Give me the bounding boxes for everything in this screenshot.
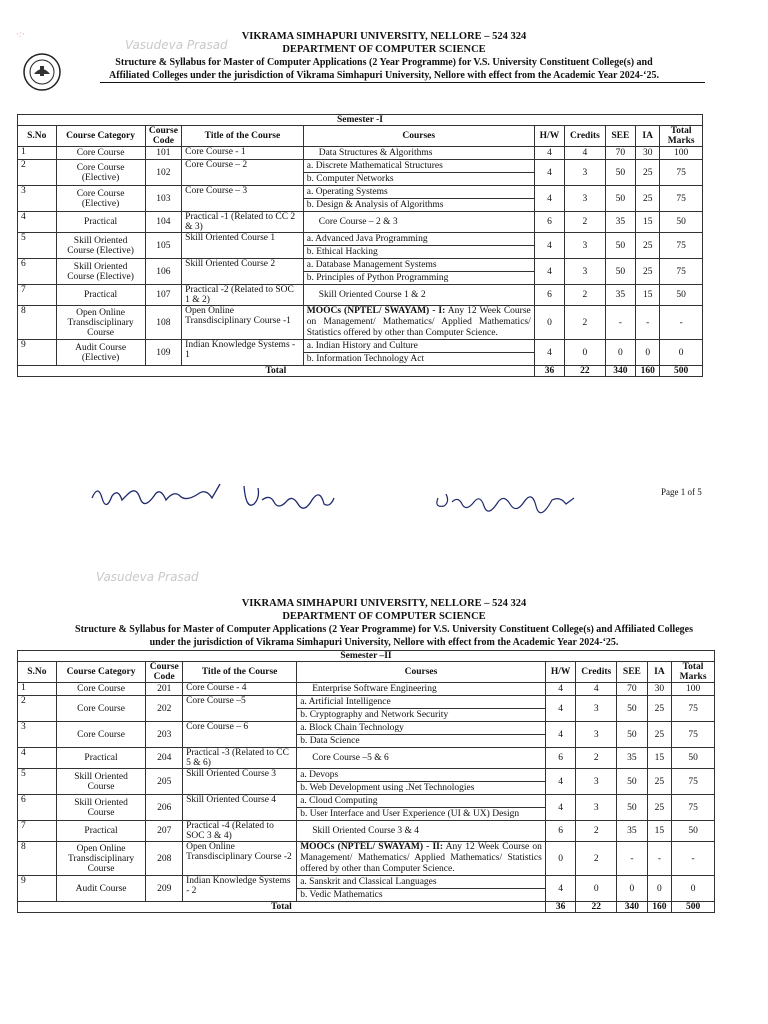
total-label: Total [18,902,546,913]
row-title: Skill Oriented Course 2 [182,259,304,285]
row-category: Open Online Transdisciplinary Course [56,842,146,876]
row-ia: 25 [647,795,671,821]
row-ia: 15 [647,748,671,769]
row-hw: 6 [534,285,564,306]
row-total: 50 [660,285,703,306]
col-credits: Credits [576,662,617,683]
col-total: Total Marks [660,126,703,147]
row-ia: 25 [636,160,660,186]
moocs-label: MOOCs (NPTEL/ SWAYAM) - I: [306,306,446,316]
department-name: DEPARTMENT OF COMPUTER SCIENCE [282,44,486,55]
total-label: Total [18,366,535,377]
university-name: VIKRAMA SIMHAPURI UNIVERSITY, NELLORE – 524 324 [241,31,527,42]
row-credits: 2 [576,821,617,842]
page-number: Page 1 of 5 [661,487,702,497]
row-sno: 3 [18,722,57,748]
row-hw: 4 [545,769,576,795]
row-category: Core Course (Elective) [56,186,145,212]
row-courses [303,285,534,306]
moocs-label: MOOCs (NPTEL/ SWAYAM) - II: [300,842,444,852]
course-option: a. Sanskrit and Classical Languages [300,877,437,887]
row-category: Core Course [56,722,146,748]
row-ia: 0 [636,340,660,366]
row-courses [297,769,546,795]
row-total: 50 [660,212,703,233]
total-credits: 22 [576,902,617,913]
row-hw: 4 [534,147,564,160]
university-name-2: VIKRAMA SIMHAPURI UNIVERSITY, NELLORE – 524 324 [241,598,527,609]
row-category: Core Course [56,696,146,722]
row-credits: 2 [565,285,606,306]
row-total: 75 [660,160,703,186]
row-code: 107 [145,285,182,306]
course-option: a. Cloud Computing [300,796,378,806]
row-category: Skill Oriented Course (Elective) [56,259,145,285]
faint-handwriting-2: Vasudeva Prasad [96,570,199,584]
row-code: 108 [145,306,182,340]
row-total: 50 [672,748,715,769]
row-credits: 3 [565,259,606,285]
semester-title-2: Semester –II [18,651,715,662]
row-courses [303,259,534,285]
row-code: 208 [146,842,183,876]
row-credits: 4 [565,147,606,160]
row-hw: 6 [534,212,564,233]
row-total: 75 [660,186,703,212]
row-see: 50 [605,160,635,186]
row-code: 205 [146,769,183,795]
row-sno: 2 [18,160,57,186]
row-category: Open Online Transdisciplinary Course [56,306,145,340]
total-see: 340 [617,902,648,913]
row-sno: 6 [18,795,57,821]
row-courses [297,842,546,876]
row-hw: 4 [534,160,564,186]
row-ia: 25 [636,186,660,212]
course-option: b. Information Technology Act [304,352,534,365]
row-total: - [672,842,715,876]
row-hw: 6 [545,748,576,769]
row-see: 35 [605,212,635,233]
row-ia: 25 [647,722,671,748]
col-hw: H/W [534,126,564,147]
row-total: 100 [660,147,703,160]
row-credits: 3 [565,233,606,259]
row-hw: 4 [534,186,564,212]
row-sno: 6 [18,259,57,285]
row-sno: 4 [18,748,57,769]
course-row [18,306,703,340]
row-title: Indian Knowledge Systems - 1 [182,340,304,366]
row-hw: 4 [545,876,576,902]
row-credits: 4 [576,683,617,696]
row-hw: 4 [545,696,576,722]
row-category: Practical [56,748,146,769]
total-row-2 [18,902,715,913]
row-total: 0 [660,340,703,366]
row-sno: 8 [18,842,57,876]
row-sno: 7 [18,821,57,842]
row-ia: 30 [647,683,671,696]
row-see: 50 [605,233,635,259]
row-ia: 30 [636,147,660,160]
col-courses: Courses [303,126,534,147]
row-code: 101 [145,147,182,160]
row-code: 105 [145,233,182,259]
row-title: Practical -2 (Related to SOC 1 & 2) [182,285,304,306]
row-title: Indian Knowledge Systems - 2 [183,876,297,902]
total-hw: 36 [534,366,564,377]
row-category: Practical [56,212,145,233]
course-row [18,722,715,748]
row-code: 204 [146,748,183,769]
row-total: 0 [672,876,715,902]
row-title: Core Course - 1 [182,147,304,160]
course-row [18,233,703,259]
row-courses [303,340,534,366]
moocs-text: Any 12 Week Course on Management/ Mathematics/ Applied Mathematics/ Statistics offered by other than Computer Science. [306,306,531,338]
signature-3 [432,484,582,516]
row-courses [303,160,534,186]
col-courses: Courses [297,662,546,683]
row-category: Practical [56,821,146,842]
row-sno: 1 [18,147,57,160]
row-ia: - [647,842,671,876]
total-marks: 500 [660,366,703,377]
col-title: Title of the Course [183,662,297,683]
course-option: b. Computer Networks [304,172,534,185]
col-code: Course Code [146,662,183,683]
col-see: SEE [605,126,635,147]
row-see: 50 [617,696,648,722]
col-sno: S.No [18,662,57,683]
row-sno: 1 [18,683,57,696]
row-see: 35 [617,821,648,842]
row-sno: 8 [18,306,57,340]
row-title: Practical -3 (Related to CC 5 & 6) [183,748,297,769]
row-sno: 3 [18,186,57,212]
signature-2 [240,480,340,516]
course-option: a. Indian History and Culture [306,341,418,351]
course-option: Enterprise Software Engineering [312,684,437,694]
course-option: a. Advanced Java Programming [306,234,428,244]
row-code: 202 [146,696,183,722]
course-option: Data Structures & Algorithms [318,148,433,158]
course-option: a. Block Chain Technology [300,723,404,733]
row-category: Skill Oriented Course (Elective) [56,233,145,259]
row-sno: 7 [18,285,57,306]
row-title: Core Course - 4 [183,683,297,696]
row-credits: 0 [565,340,606,366]
course-option: b. User Interface and User Experience (UI & UX) Design [297,807,545,820]
row-see: 35 [605,285,635,306]
course-row [18,160,703,186]
row-credits: 3 [565,160,606,186]
header-row [18,126,703,147]
col-hw: H/W [545,662,576,683]
moocs-text: Any 12 Week Course on Management/ Mathematics/ Applied Mathematics/ Statistics offered by other than Computer Science. [300,842,542,874]
total-see: 340 [605,366,635,377]
course-option: a. Devops [300,770,339,780]
structure-line-1b: Structure & Syllabus for Master of Computer Applications (2 Year Programme) for V.S. University Constituent College(s) and Affiliated Colleges [75,624,693,635]
row-ia: 0 [647,876,671,902]
row-sno: 9 [18,876,57,902]
row-credits: 3 [576,769,617,795]
course-option: a. Artificial Intelligence [300,697,391,707]
row-ia: 25 [647,769,671,795]
course-row [18,340,703,366]
row-see: 50 [617,722,648,748]
row-hw: 6 [545,821,576,842]
row-see: - [617,842,648,876]
header-row-2 [18,662,715,683]
course-row [18,186,703,212]
course-option: a. Discrete Mathematical Structures [306,161,443,171]
row-code: 106 [145,259,182,285]
structure-line-2: Affiliated Colleges under the jurisdiction of Vikrama Simhapuri University, Nellore with effect from the Academic Year 2024-‘25. [109,70,659,81]
row-title: Practical -1 (Related to CC 2 & 3) [182,212,304,233]
course-option: b. Web Development using .Net Technologies [297,781,545,794]
semester-2-table [17,650,715,913]
structure-line-2b: under the jurisdiction of Vikrama Simhapuri University, Nellore with effect from the Academic Year 2024-‘25. [149,637,619,648]
course-row [18,147,703,160]
col-code: Course Code [145,126,182,147]
course-row [18,212,703,233]
row-total: 75 [672,722,715,748]
course-option: b. Ethical Hacking [304,245,534,258]
course-row [18,842,715,876]
row-sno: 5 [18,233,57,259]
course-option: a. Database Management Systems [306,260,437,270]
corner-mark: ·:· [16,30,25,40]
row-hw: 0 [545,842,576,876]
course-option: Skill Oriented Course 1 & 2 [318,290,426,300]
row-see: 70 [617,683,648,696]
row-ia: 25 [636,259,660,285]
row-total: 75 [672,769,715,795]
row-total: 75 [672,696,715,722]
course-row [18,285,703,306]
row-see: 50 [605,259,635,285]
faint-handwriting: Vasudeva Prasad [125,38,228,52]
row-category: Practical [56,285,145,306]
row-courses [297,722,546,748]
col-credits: Credits [565,126,606,147]
row-hw: 4 [545,795,576,821]
course-row [18,769,715,795]
row-courses [303,186,534,212]
row-hw: 4 [545,683,576,696]
row-code: 201 [146,683,183,696]
row-courses [303,233,534,259]
row-category: Skill Oriented Course [56,769,146,795]
row-see: 0 [605,340,635,366]
course-option: b. Principles of Python Programming [304,271,534,284]
row-title: Skill Oriented Course 1 [182,233,304,259]
row-see: 35 [617,748,648,769]
row-hw: 4 [534,233,564,259]
department-name-2: DEPARTMENT OF COMPUTER SCIENCE [282,611,486,622]
col-category: Course Category [56,662,146,683]
row-code: 206 [146,795,183,821]
row-credits: 2 [565,212,606,233]
row-total: 100 [672,683,715,696]
row-title: Core Course –5 [183,696,297,722]
header-rule [100,82,705,83]
row-hw: 4 [545,722,576,748]
row-category: Audit Course [56,876,146,902]
row-category: Audit Course (Elective) [56,340,145,366]
row-title: Skill Oriented Course 3 [183,769,297,795]
course-option: b. Data Science [297,734,545,747]
row-sno: 2 [18,696,57,722]
row-code: 203 [146,722,183,748]
signature-1 [88,478,228,514]
col-title: Title of the Course [182,126,304,147]
course-option: Core Course – 2 & 3 [318,217,398,227]
row-courses [303,147,534,160]
structure-line-1: Structure & Syllabus for Master of Computer Applications (2 Year Programme) for V.S. University Constituent College(s) and [115,57,653,68]
row-credits: 0 [576,876,617,902]
course-row [18,696,715,722]
row-courses [303,212,534,233]
row-total: 75 [660,233,703,259]
row-see: 50 [617,769,648,795]
row-courses [303,306,534,340]
row-ia: 15 [636,285,660,306]
row-title: Core Course – 3 [182,186,304,212]
row-hw: 0 [534,306,564,340]
row-see: 50 [617,795,648,821]
row-title: Practical -4 (Related to SOC 3 & 4) [183,821,297,842]
row-sno: 4 [18,212,57,233]
row-total: 50 [672,821,715,842]
row-courses [297,683,546,696]
row-courses [297,748,546,769]
row-code: 104 [145,212,182,233]
row-credits: 3 [576,722,617,748]
course-row [18,821,715,842]
row-title: Open Online Transdisciplinary Course -1 [182,306,304,340]
row-courses [297,795,546,821]
total-ia: 160 [636,366,660,377]
row-credits: 2 [576,748,617,769]
course-row [18,259,703,285]
row-total: 75 [660,259,703,285]
course-option: b. Cryptography and Network Security [297,708,545,721]
total-hw: 36 [545,902,576,913]
course-row [18,795,715,821]
row-sno: 9 [18,340,57,366]
row-ia: 15 [647,821,671,842]
row-code: 102 [145,160,182,186]
row-credits: 2 [565,306,606,340]
total-credits: 22 [565,366,606,377]
row-category: Core Course [56,147,145,160]
col-total: Total Marks [672,662,715,683]
row-category: Skill Oriented Course [56,795,146,821]
row-code: 207 [146,821,183,842]
row-ia: 15 [636,212,660,233]
row-total: - [660,306,703,340]
course-row [18,683,715,696]
total-row [18,366,703,377]
row-title: Open Online Transdisciplinary Course -2 [183,842,297,876]
row-category: Core Course (Elective) [56,160,145,186]
total-marks: 500 [672,902,715,913]
row-title: Skill Oriented Course 4 [183,795,297,821]
row-credits: 3 [576,696,617,722]
row-see: 0 [617,876,648,902]
course-option: Core Course –5 & 6 [312,753,389,763]
semester-title: Semester -I [18,115,703,126]
col-ia: IA [636,126,660,147]
row-title: Core Course – 6 [183,722,297,748]
row-see: - [605,306,635,340]
col-ia: IA [647,662,671,683]
row-hw: 4 [534,340,564,366]
course-option: Skill Oriented Course 3 & 4 [312,826,420,836]
course-option: a. Operating Systems [306,187,388,197]
row-title: Core Course – 2 [182,160,304,186]
row-see: 50 [605,186,635,212]
row-courses [297,821,546,842]
row-ia: - [636,306,660,340]
row-code: 209 [146,876,183,902]
row-total: 75 [672,795,715,821]
course-option: b. Vedic Mathematics [297,888,545,901]
course-row [18,876,715,902]
col-sno: S.No [18,126,57,147]
row-courses [297,696,546,722]
course-row [18,748,715,769]
semester-1-table [17,114,703,377]
row-see: 70 [605,147,635,160]
row-code: 109 [145,340,182,366]
row-code: 103 [145,186,182,212]
row-ia: 25 [647,696,671,722]
row-ia: 25 [636,233,660,259]
total-ia: 160 [647,902,671,913]
row-credits: 3 [576,795,617,821]
col-category: Course Category [56,126,145,147]
course-option: b. Design & Analysis of Algorithms [304,198,534,211]
row-credits: 2 [576,842,617,876]
row-sno: 5 [18,769,57,795]
col-see: SEE [617,662,648,683]
row-credits: 3 [565,186,606,212]
row-hw: 4 [534,259,564,285]
row-category: Core Course [56,683,146,696]
row-courses [297,876,546,902]
